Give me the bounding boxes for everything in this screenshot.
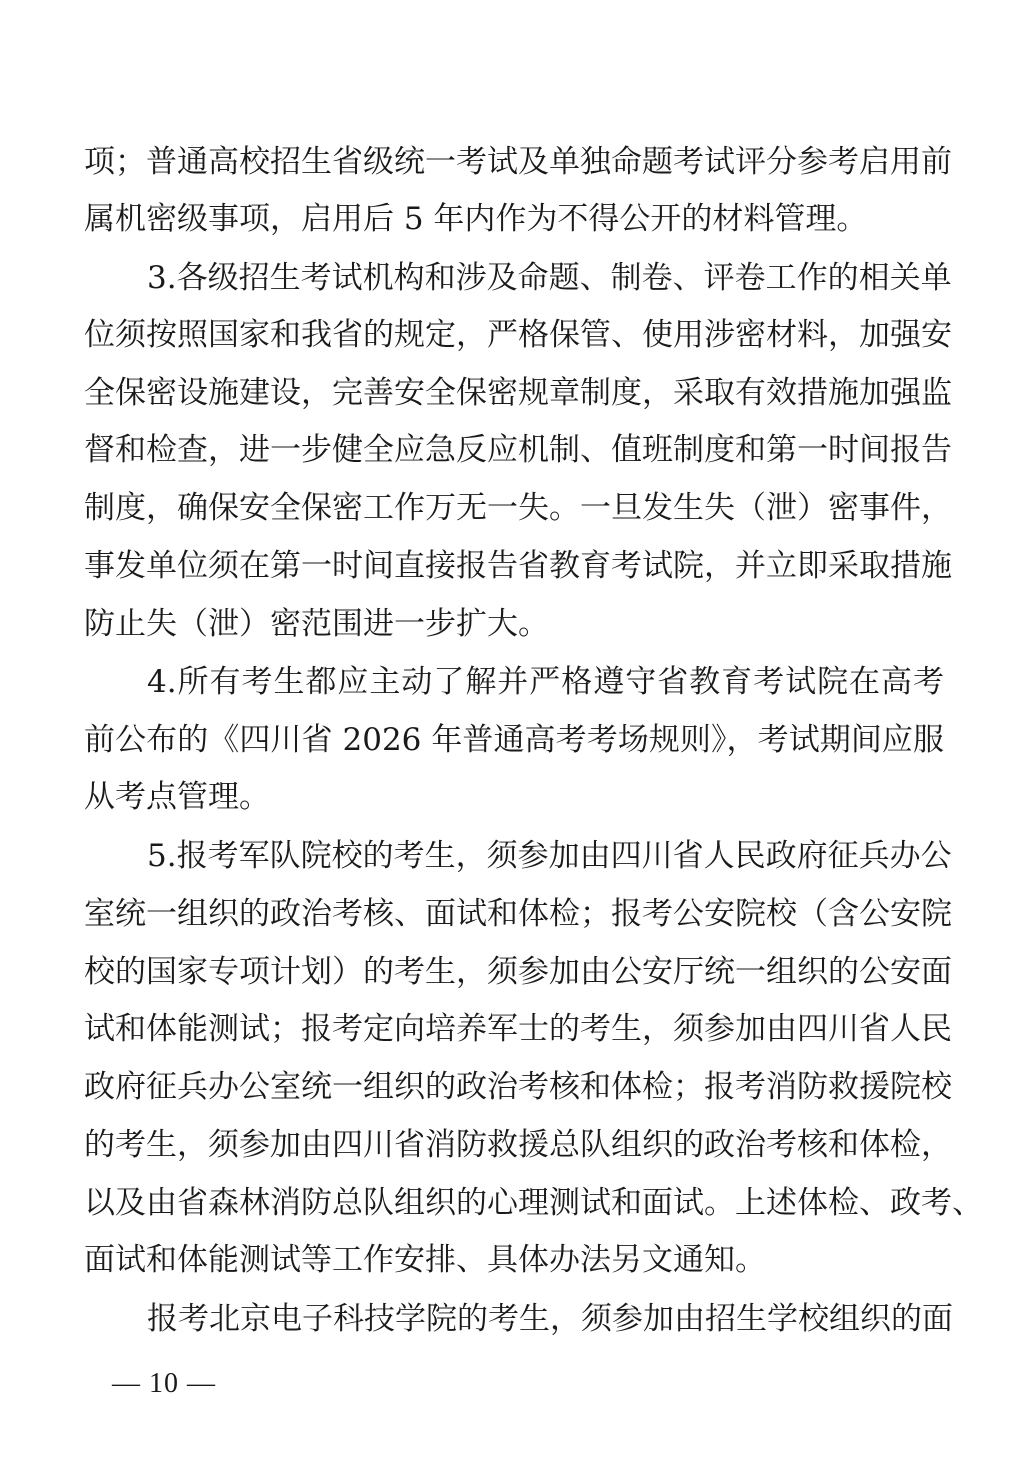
- text-line: 5.报考军队院校的考生，须参加由四川省人民政府征兵办公: [147, 838, 952, 874]
- text-line: 3.各级招生考试机构和涉及命题、制卷、评卷工作的相关单: [147, 260, 952, 296]
- text-line: 报考北京电子科技学院的考生，须参加由招生学校组织的面: [147, 1301, 953, 1337]
- text-line: 事发单位须在第一时间直接报告省教育考试院，并立即采取措施: [84, 548, 952, 584]
- text-line: 政府征兵办公室统一组织的政治考核和体检；报考消防救援院校: [84, 1069, 952, 1105]
- text-line: 校的国家专项计划）的考生，须参加由公安厅统一组织的公安面: [84, 954, 952, 990]
- text-line: 以及由省森林消防总队组织的心理测试和面试。上述体检、政考、: [84, 1185, 983, 1221]
- text-line: 制度，确保安全保密工作万无一失。一旦发生失（泄）密事件，: [84, 490, 952, 526]
- text-line: 防止失（泄）密范围进一步扩大。: [84, 606, 549, 642]
- text-line: 面试和体能测试等工作安排、具体办法另文通知。: [84, 1242, 766, 1278]
- text-line: 从考点管理。: [84, 779, 270, 815]
- text-line: 室统一组织的政治考核、面试和体检；报考公安院校（含公安院: [84, 896, 952, 932]
- text-line: 属机密级事项，启用后 5 年内作为不得公开的材料管理。: [84, 201, 868, 237]
- text-line: 4.所有考生都应主动了解并严格遵守省教育考试院在高考: [147, 664, 944, 700]
- text-line: 督和检查，进一步健全应急反应机制、值班制度和第一时间报告: [84, 432, 952, 468]
- text-line: 的考生，须参加由四川省消防救援总队组织的政治考核和体检，: [84, 1127, 952, 1163]
- text-line: 位须按照国家和我省的规定，严格保管、使用涉密材料，加强安: [84, 317, 952, 353]
- text-line: 试和体能测试；报考定向培养军士的考生，须参加由四川省人民: [84, 1011, 952, 1047]
- text-line: 项；普通高校招生省级统一考试及单独命题考试评分参考启用前: [84, 144, 952, 180]
- text-line: 前公布的《四川省 2026 年普通高考考场规则》，考试期间应服: [84, 722, 944, 758]
- page-number: — 10 —: [112, 1368, 216, 1399]
- text-line: 全保密设施建设，完善安全保密规章制度，采取有效措施加强监: [84, 375, 952, 411]
